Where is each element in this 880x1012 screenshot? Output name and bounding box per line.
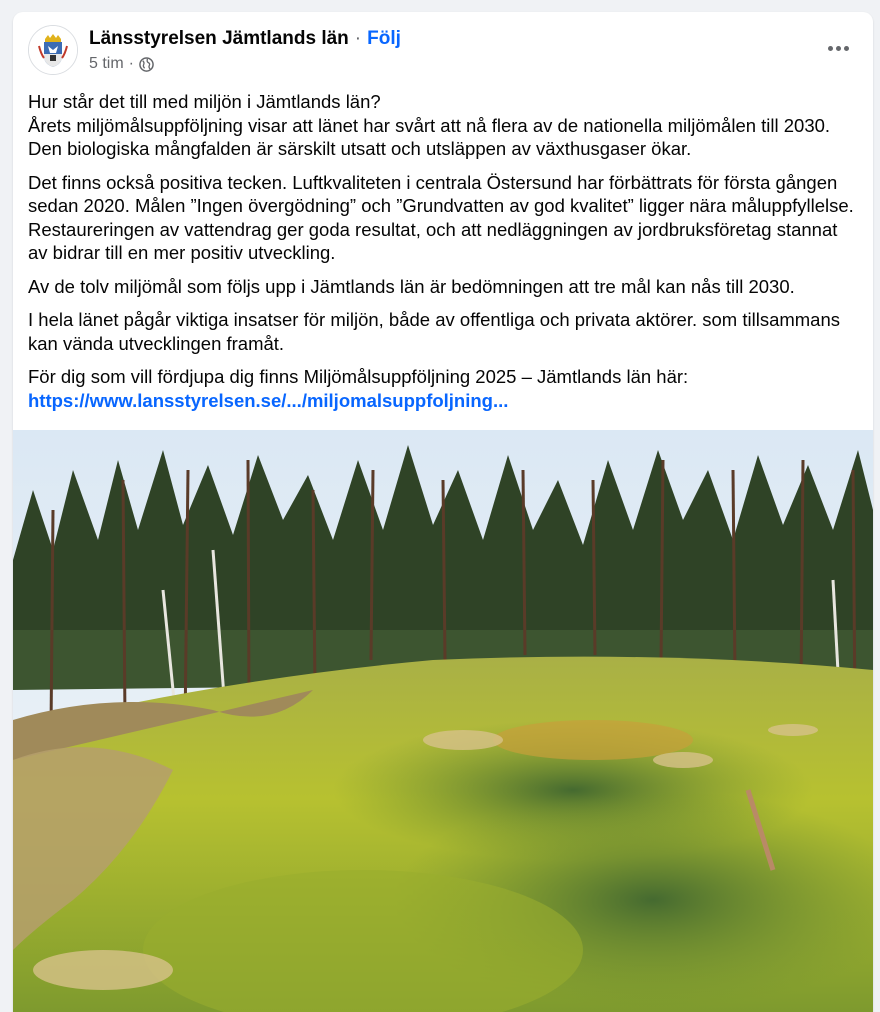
paragraph-1: [28, 90, 858, 161]
post-photo[interactable]: [13, 430, 873, 1012]
post-card: [13, 12, 873, 1012]
more-options-icon[interactable]: [823, 36, 853, 60]
page-name-link[interactable]: Länsstyrelsen Jämtlands län: [89, 28, 349, 49]
bog-forest-image: [13, 430, 873, 1012]
post-timestamp[interactable]: 5 tim: [89, 55, 124, 72]
post-header: [13, 12, 873, 92]
title-separator: ·: [354, 28, 362, 49]
paragraph-5: [28, 365, 858, 412]
paragraph-4: I hela länet pågår viktiga insatser för miljön, både av offentliga och privata aktörer. som tillsammans kan vända utvecklingen framåt.: [28, 309, 841, 354]
post-text: [28, 90, 858, 422]
paragraph-2: Det finns också positiva tecken. Luftkvaliteten i centrala Östersund har förbättrats för första gången sedan 2020. Målen ”Ingen övergödning” och ”Grundvatten av god kvalitet” ligger nära måluppfyllelse. Restaureringen av vattendrag ger goda resultat, och att nedläggningen av jordbruksföretag stannat av bidrar till en mer positiv utveckling.: [28, 171, 854, 263]
paragraph-1-line-1: Hur står det till med miljön i Jämtlands län?: [28, 91, 381, 112]
coat-of-arms-icon: [29, 26, 77, 74]
paragraph-1-line-2: Årets miljömålsuppföljning visar att länet har svårt att nå flera av de nationella miljömålen till 2030. Den biologiska mångfalden är särskilt utsatt och utsläppen av växthusgaser ökar.: [28, 114, 831, 159]
page-avatar[interactable]: [28, 25, 78, 75]
paragraph-3: Av de tolv miljömål som följs upp i Jämtlands län är bedömningen att tre mål kan nås till 2030.: [28, 275, 795, 297]
globe-icon[interactable]: [139, 57, 154, 72]
post-meta: [89, 55, 154, 73]
meta-separator: ·: [128, 55, 134, 72]
paragraph-5-text: För dig som vill fördjupa dig finns Miljömålsuppföljning 2025 – Jämtlands län här:: [28, 366, 689, 387]
page-title-row: [89, 28, 401, 50]
follow-button[interactable]: Följ: [367, 28, 401, 49]
external-link[interactable]: https://www.lansstyrelsen.se/.../miljomalsuppfoljning...: [28, 389, 509, 411]
